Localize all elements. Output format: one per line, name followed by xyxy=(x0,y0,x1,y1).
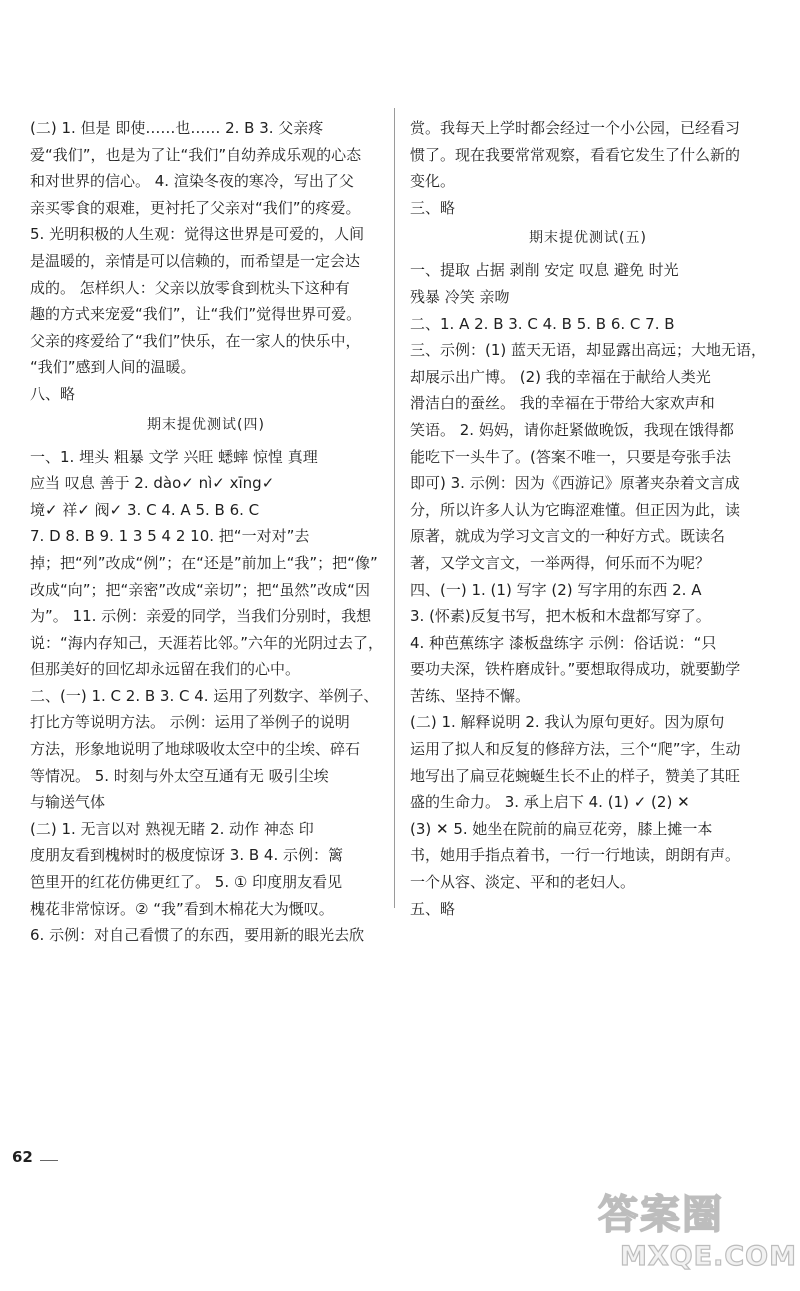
text-line: 槐花非常惊讶。② “我”看到木棉花大为慨叹。 xyxy=(30,899,334,918)
watermark-title: 答案圈 xyxy=(598,1192,724,1238)
text-line: (3) ✕ 5. 她坐在院前的扁豆花旁，膝上摊一本 xyxy=(410,819,713,838)
column-divider xyxy=(394,108,395,908)
text-line: 一、1. 埋头 粗暴 文学 兴旺 蟋蟀 惊惶 真理 xyxy=(30,447,318,466)
text-line: 成的。 怎样织人：父亲以放零食到枕头下这种有 xyxy=(30,278,350,297)
text-line: 残暴 冷笑 亲吻 xyxy=(410,287,510,306)
left-block-test-4 xyxy=(30,444,382,949)
right-block-top xyxy=(410,115,766,221)
text-line: 苦练、坚持不懈。 xyxy=(410,686,531,705)
text-line: 书，她用手指点着书，一行一行地读，朗朗有声。 xyxy=(410,846,741,865)
watermark-url: MXQE.COM xyxy=(620,1241,797,1272)
text-line: 一个从容、淡定、平和的老妇人。 xyxy=(410,873,636,892)
text-line: 等情况。 5. 时刻与外太空互通有无 吸引尘埃 xyxy=(30,766,329,785)
text-line: 但那美好的回忆却永远留在我们的心中。 xyxy=(30,660,301,679)
left-column xyxy=(30,115,382,949)
text-line: 四、(一) 1. (1) 写字 (2) 写字用的东西 2. A xyxy=(410,580,702,599)
text-line: 一、提取 占据 剥削 安定 叹息 避免 时光 xyxy=(410,261,679,280)
text-line: “我们”感到人间的温暖。 xyxy=(30,358,196,377)
text-line: 八、略 xyxy=(30,384,76,403)
left-block-top xyxy=(30,115,382,408)
text-line: 与输送气体 xyxy=(30,793,106,812)
text-line: 爱“我们”，也是为了让“我们”自幼养成乐观的心态 xyxy=(30,145,362,164)
text-line: (二) 1. 但是 即使……也…… 2. B 3. 父亲疼 xyxy=(30,119,324,137)
text-line: 境✓ 祥✓ 阀✓ 3. C 4. A 5. B 6. C xyxy=(30,500,260,519)
page-number-rule xyxy=(40,1160,58,1161)
text-line: 笆里开的红花仿佛更红了。 5. ① 印度朋友看见 xyxy=(30,873,343,892)
text-line: (二) 1. 无言以对 熟视无睹 2. 动作 神态 印 xyxy=(30,819,314,838)
text-line: 惯了。现在我要常常观察，看看它发生了什么新的 xyxy=(410,145,741,164)
text-line: 五、略 xyxy=(410,899,456,918)
text-line: 著，又学文言文，一举两得，何乐而不为呢？ xyxy=(410,553,711,572)
text-line: 掉；把“列”改成“例”；在“还是”前加上“我”；把“像” xyxy=(30,553,378,572)
text-line: 7. D 8. B 9. 1 3 5 4 2 10. 把“一对对”去 xyxy=(30,527,310,546)
section-title-test-4: 期末提优测试(四) xyxy=(147,416,265,433)
text-line: (二) 1. 解释说明 2. 我认为原句更好。因为原句 xyxy=(410,713,725,732)
text-line: 亲买零食的艰难，更衬托了父亲对“我们”的疼爱。 xyxy=(30,198,361,217)
text-line: 赏。我每天上学时都会经过一个小公园，已经看习 xyxy=(410,119,741,137)
text-line: 却展示出广博。 (2) 我的幸福在于献给人类光 xyxy=(410,367,711,386)
text-line: 要功夫深，铁杵磨成针。”要想取得成功，就要勤学 xyxy=(410,660,741,679)
text-line: 三、示例：(1) 蓝天无语，却显露出高远；大地无语， xyxy=(410,341,767,360)
right-column xyxy=(410,115,766,922)
site-watermark-logo xyxy=(598,1190,797,1285)
text-line: 改成“向”；把“亲密”改成“亲切”；把“虽然”改成“因 xyxy=(30,580,370,599)
text-line: 即可) 3. 示例：因为《西游记》原著夹杂着文言成 xyxy=(410,474,740,493)
right-block-test-5 xyxy=(410,257,766,922)
text-line: 父亲的疼爱给了“我们”快乐，在一家人的快乐中， xyxy=(30,331,361,350)
text-line: 变化。 xyxy=(410,172,456,191)
text-line: 6. 示例：对自己看惯了的东西，要用新的眼光去欣 xyxy=(30,926,365,945)
text-line: 和对世界的信心。 4. 渲染冬夜的寒冷，写出了父 xyxy=(30,172,354,191)
text-line: 三、略 xyxy=(410,198,456,217)
text-line: 原著，就成为学习文言文的一种好方式。既读名 xyxy=(410,527,726,546)
page-number: 62 xyxy=(12,1148,33,1166)
text-line: 3. (怀素)反复书写，把木板和木盘都写穿了。 xyxy=(410,607,711,626)
text-line: 为”。 11. 示例：亲爱的同学，当我们分别时，我想 xyxy=(30,607,372,626)
text-line: 二、(一) 1. C 2. B 3. C 4. 运用了列数字、举例子、 xyxy=(30,686,379,705)
text-line: 4. 种芭蕉练字 漆板盘练字 示例：俗话说：“只 xyxy=(410,633,717,652)
text-line: 能吃下一头牛了。(答案不唯一，只要是夸张手法 xyxy=(410,447,731,466)
text-line: 二、1. A 2. B 3. C 4. B 5. B 6. C 7. B xyxy=(410,314,675,333)
text-line: 分，所以许多人认为它晦涩难懂。但正因为此，读 xyxy=(410,500,741,519)
text-line: 运用了拟人和反复的修辞方法，三个“爬”字，生动 xyxy=(410,740,741,759)
text-line: 笑语。 2. 妈妈，请你赶紧做晚饭，我现在饿得都 xyxy=(410,420,734,439)
text-line: 地写出了扁豆花蜿蜒生长不止的样子，赞美了其旺 xyxy=(410,766,741,785)
text-line: 打比方等说明方法。 示例：运用了举例子的说明 xyxy=(30,713,350,732)
text-line: 度朋友看到槐树时的极度惊讶 3. B 4. 示例：篱 xyxy=(30,846,343,865)
text-line: 是温暖的，亲情是可以信赖的，而希望是一定会达 xyxy=(30,251,361,270)
section-title-test-5: 期末提优测试(五) xyxy=(529,230,647,247)
text-line: 5. 光明积极的人生观：觉得这世界是可爱的，人间 xyxy=(30,225,365,244)
text-line: 应当 叹息 善于 2. dào✓ nì✓ xīng✓ xyxy=(30,474,275,493)
text-line: 趣的方式来宠爱“我们”，让“我们”觉得世界可爱。 xyxy=(30,305,362,324)
text-line: 滑洁白的蚕丝。 我的幸福在于带给大家欢声和 xyxy=(410,394,715,413)
text-line: 说：“海内存知己，天涯若比邻。”六年的光阴过去了， xyxy=(30,633,384,652)
text-line: 方法，形象地说明了地球吸收太空中的尘埃、碎石 xyxy=(30,740,361,759)
text-line: 盛的生命力。 3. 承上启下 4. (1) ✓ (2) ✕ xyxy=(410,793,690,812)
